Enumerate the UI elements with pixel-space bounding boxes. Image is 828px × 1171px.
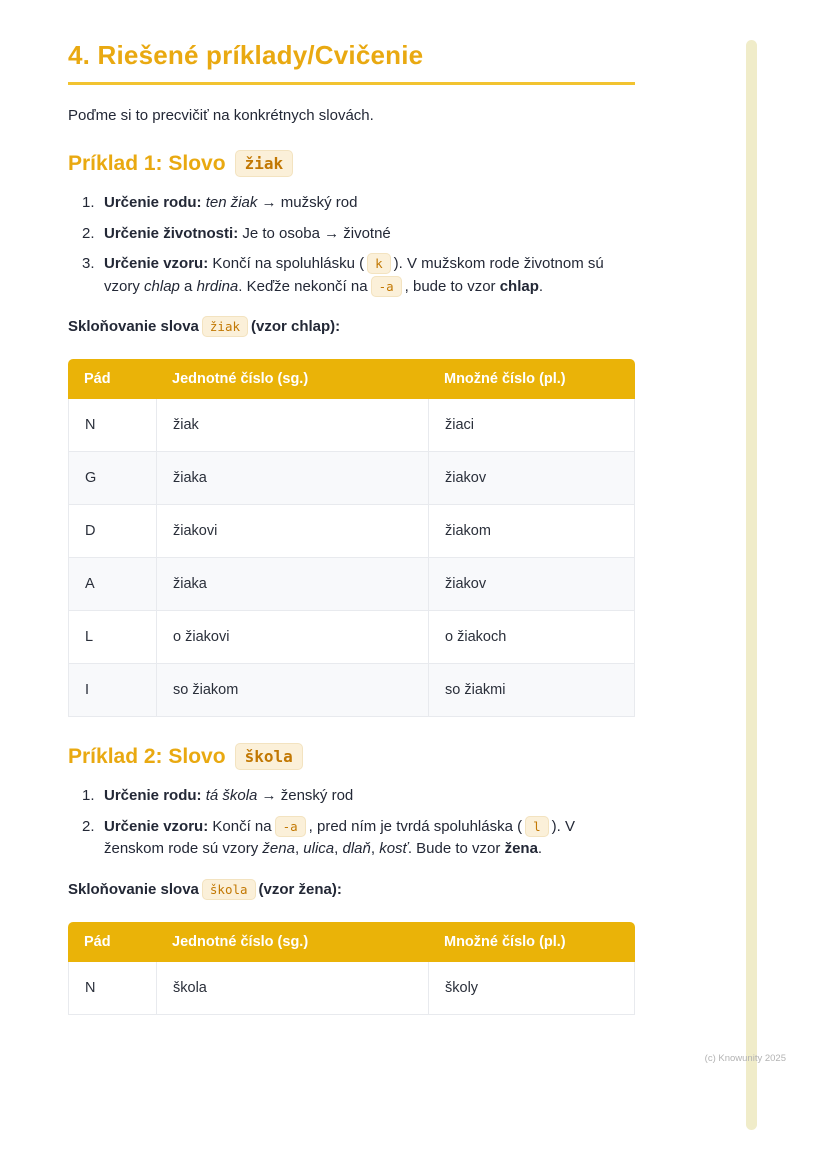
text-segment: Je to osoba → životné [242,224,391,242]
declension-table-1 [68,359,635,717]
table-row [68,452,635,505]
declension-table-2 [68,922,635,1015]
example1-steps-list [68,192,635,298]
text-segment: a [179,277,197,295]
table-header-cell: Množné číslo (pl.) [428,359,635,399]
table-row [68,399,635,452]
text-segment: Končí na [212,817,272,835]
code-badge: l [525,816,549,837]
table-header-cell: Množné číslo (pl.) [428,922,635,962]
list-item [68,192,635,215]
list-item [68,223,635,246]
list-item-number: 1. [82,194,95,211]
text-segment: ). V mužskom rode životnom sú vzory [104,255,604,295]
table-header-cell: Jednotné číslo (sg.) [156,359,428,399]
text-segment: , [370,840,380,857]
list-item-number: 1. [82,787,95,804]
table-header-cell: Jednotné číslo (sg.) [156,922,428,962]
bold-segment: (vzor chlap): [251,318,341,335]
italic-segment: dlaň [342,840,371,857]
table-cell: D [68,505,156,558]
table-cell: I [68,664,156,717]
table-cell: o žiakoch [428,611,635,664]
table-header-row [68,922,635,962]
list-item [68,253,635,298]
text-segment: , [294,840,304,857]
table-cell: N [68,962,156,1015]
table-cell: G [68,452,156,505]
table-cell: o žiakovi [156,611,428,664]
intro-text: Poďme si to precvičiť na konkrétnych slovách. [68,107,374,124]
text-segment: . Bude to vzor [407,840,505,857]
text-segment: , pred ním je tvrdá spoluhláska ( [308,817,523,835]
table-cell: žiak [156,399,428,452]
bold-segment: Určenie rodu: [104,787,206,804]
table-cell: škola [156,962,428,1015]
list-item-number: 2. [82,817,95,835]
bold-segment: (vzor žena): [258,880,342,898]
list-item [68,785,635,808]
italic-segment: ten žiak [205,194,258,211]
table-row [68,505,635,558]
bold-segment: Skloňovanie slova [68,880,199,898]
list-item-text [104,785,635,808]
italic-segment: hrdina [196,277,239,295]
watermark-text: (c) Knowunity 2025 [704,1053,786,1064]
bold-segment: Určenie vzoru: [104,817,213,835]
table-cell: N [68,399,156,452]
document-content [68,40,635,1015]
bold-segment: Určenie životnosti: [104,224,243,242]
italic-segment: kosť [379,840,408,857]
code-badge: škola [202,879,256,900]
table-row [68,611,635,664]
table-header-row [68,359,635,399]
list-item-text [104,816,635,861]
table-cell: žiakov [428,452,635,505]
table-cell: žiaka [156,558,428,611]
code-badge: k [367,253,391,274]
table-row [68,558,635,611]
table-cell: so žiakom [156,664,428,717]
list-item [68,816,635,861]
table-row [68,664,635,717]
example1-heading [68,150,635,177]
page-title: 4. Riešené príklady/Cvičenie [68,40,635,85]
italic-segment: chlap [144,277,180,295]
table-cell: L [68,611,156,664]
example2-steps-list [68,785,635,861]
italic-segment: žena [262,840,295,857]
declension-label [68,881,635,898]
example1-heading-text: Príklad 1: Slovo [68,151,226,175]
table-cell: žiakov [428,558,635,611]
declension-label [68,318,635,335]
bold-segment: Skloňovanie slova [68,318,199,335]
example2-heading-text: Príklad 2: Slovo [68,744,226,768]
example1-heading-code-badge: žiak [235,150,294,177]
italic-segment: tá škola [205,787,258,804]
list-item-number: 3. [82,255,95,272]
table-cell: žiakovi [156,505,428,558]
text-segment: → mužský rod [257,194,358,211]
page-edge-accent-bar [746,40,757,1130]
text-segment: . Keďže nekončí na [238,277,368,295]
text-segment: → ženský rod [257,787,354,804]
example2-heading-code-badge: škola [235,743,303,770]
bold-segment: žena [504,840,538,857]
table-cell: školy [428,962,635,1015]
text-segment: , bude to vzor [404,277,500,295]
table-row [68,962,635,1015]
bold-segment: chlap [499,277,539,295]
list-item-text [104,253,635,298]
table-header-cell: Pád [68,922,156,962]
code-badge: -a [275,816,306,837]
text-segment: Končí na spoluhlásku ( [212,255,365,272]
list-item-number: 2. [82,224,95,242]
code-badge: -a [371,276,402,297]
table-header-cell: Pád [68,359,156,399]
italic-segment: ulica [303,840,335,857]
text-segment: ). V ženskom rode sú vzory [104,817,575,857]
example2-heading [68,743,635,770]
list-item-text [104,192,635,215]
table-cell: žiaka [156,452,428,505]
list-item-text [104,223,635,246]
bold-segment: Určenie vzoru: [104,255,213,272]
text-segment: . [537,840,543,857]
bold-segment: Určenie rodu: [104,194,206,211]
table-cell: A [68,558,156,611]
text-segment: . [538,277,544,295]
table-cell: so žiakmi [428,664,635,717]
code-badge: žiak [202,316,248,337]
text-segment: , [334,840,343,857]
table-cell: žiaci [428,399,635,452]
table-cell: žiakom [428,505,635,558]
